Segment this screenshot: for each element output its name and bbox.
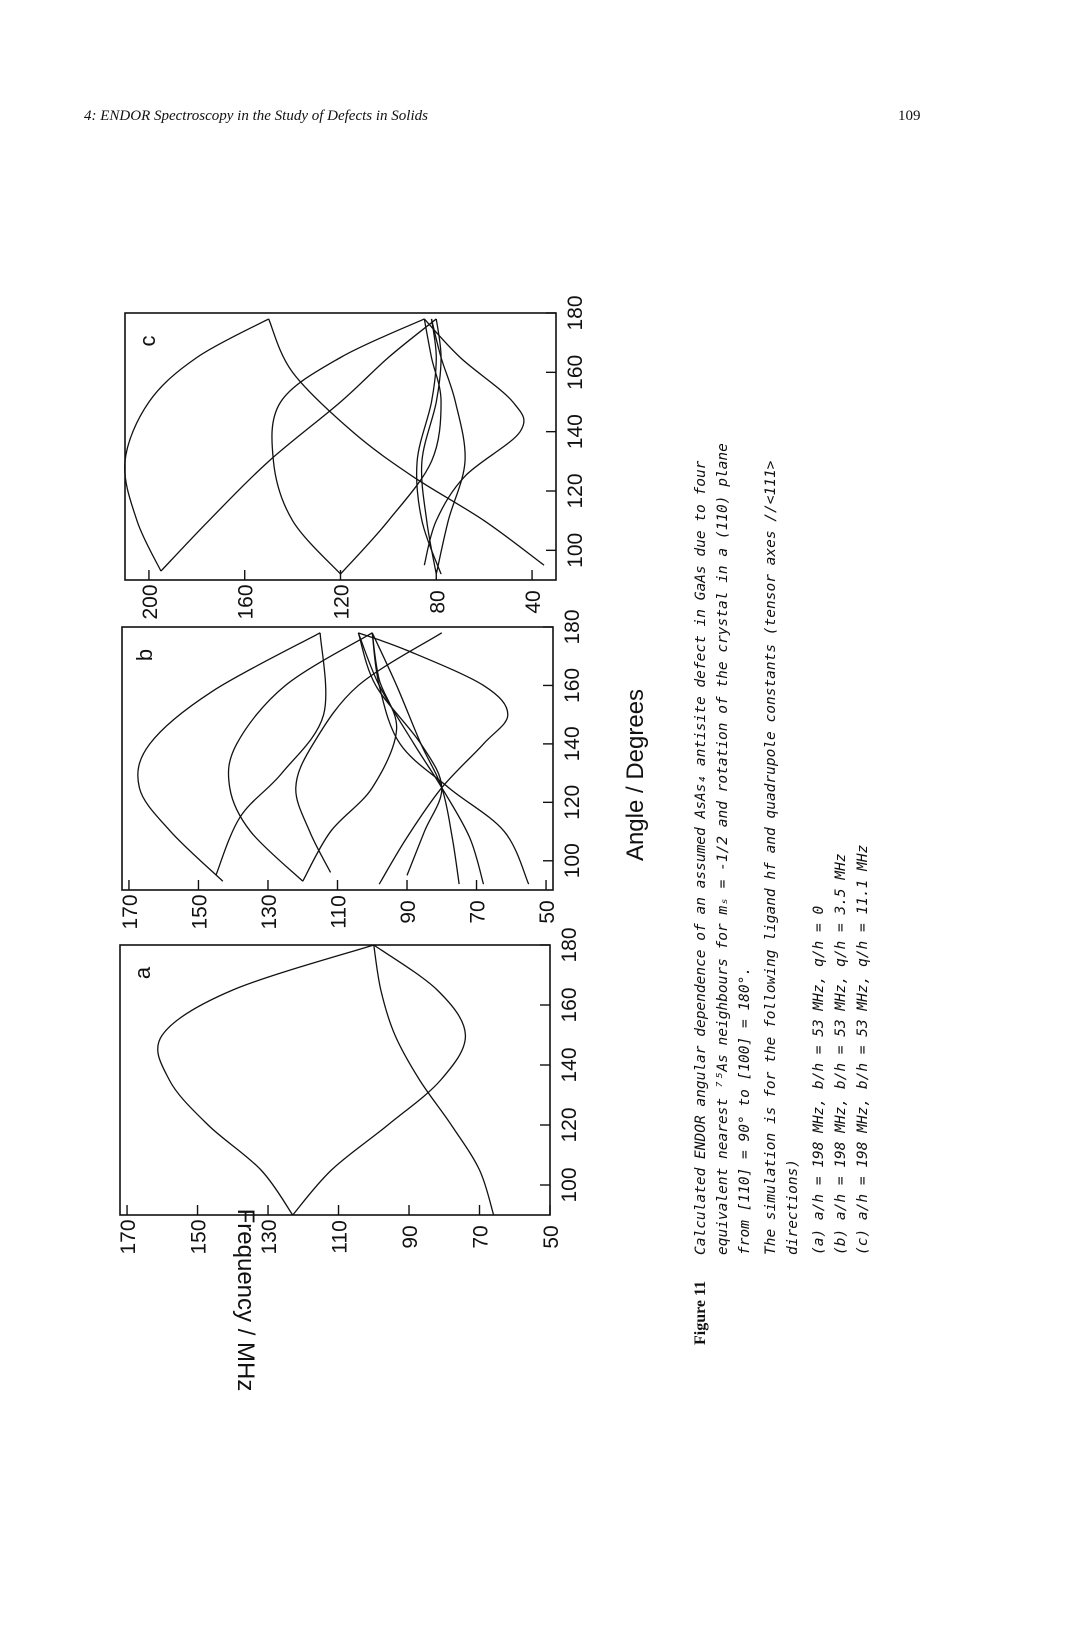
y-tick-label: 70 bbox=[469, 1225, 493, 1249]
plot-frame bbox=[122, 627, 553, 890]
y-tick-label: 90 bbox=[397, 900, 421, 924]
y-tick-label: 130 bbox=[257, 894, 281, 930]
panel-label: c bbox=[135, 335, 160, 347]
y-tick-label: 170 bbox=[117, 1219, 141, 1255]
data-curve bbox=[158, 945, 374, 1215]
caption-line: equivalent nearest ⁷⁵As neighbours for mₛ = -1/2 and rotation of the crystal in a (110) plane bbox=[715, 443, 731, 1255]
data-curve bbox=[372, 633, 528, 884]
y-tick-label: 110 bbox=[327, 895, 351, 929]
x-tick-label: 140 bbox=[558, 1047, 581, 1083]
y-tick-label: 40 bbox=[522, 590, 546, 614]
caption-line: (c) a/h = 198 MHz, b/h = 53 MHz, q/h = 11.1 MHz bbox=[855, 844, 871, 1255]
y-tick-label: 150 bbox=[188, 894, 212, 930]
data-curve bbox=[358, 633, 507, 884]
caption-line: (b) a/h = 198 MHz, b/h = 53 MHz, q/h = 3.5 MHz bbox=[833, 853, 849, 1255]
data-curve bbox=[303, 633, 397, 881]
y-tick-label: 130 bbox=[258, 1219, 282, 1255]
data-curve bbox=[358, 633, 441, 876]
caption-line: from [110] = 90° to [100] = 180°. bbox=[737, 966, 753, 1255]
chart-panel-c bbox=[125, 295, 587, 619]
data-curve bbox=[272, 319, 424, 574]
y-tick-label: 120 bbox=[330, 584, 354, 620]
caption-line: directions) bbox=[785, 1158, 801, 1255]
data-curve bbox=[161, 319, 436, 571]
y-tick-label: 110 bbox=[328, 1220, 352, 1254]
caption-line: (a) a/h = 198 MHz, b/h = 53 MHz, q/h = 0 bbox=[811, 905, 827, 1255]
caption-label: Figure 11 bbox=[692, 1280, 709, 1345]
data-curve bbox=[293, 945, 466, 1215]
caption-line: The simulation is for the following ligand hf and quadrupole constants (tensor axes //<111> bbox=[763, 460, 779, 1255]
y-tick-label: 50 bbox=[536, 900, 560, 924]
panel-label: b bbox=[132, 648, 157, 662]
x-tick-label: 180 bbox=[558, 927, 581, 963]
x-tick-label: 120 bbox=[558, 1107, 581, 1143]
x-tick-label: 160 bbox=[561, 667, 584, 703]
x-tick-label: 160 bbox=[564, 354, 587, 390]
y-axis-label: Frequency / MHz bbox=[232, 1208, 259, 1392]
y-tick-label: 170 bbox=[118, 894, 142, 930]
data-curve bbox=[138, 633, 320, 881]
plot-frame bbox=[120, 945, 550, 1215]
figure-caption bbox=[692, 443, 871, 1345]
y-tick-label: 50 bbox=[540, 1225, 563, 1249]
x-tick-label: 140 bbox=[564, 414, 587, 450]
x-tick-label: 120 bbox=[564, 473, 587, 509]
y-tick-label: 150 bbox=[187, 1219, 211, 1255]
running-head: 4: ENDOR Spectroscopy in the Study of Defects in Solids bbox=[84, 108, 428, 124]
x-tick-label: 100 bbox=[561, 843, 584, 879]
data-curve bbox=[374, 945, 494, 1215]
y-tick-label: 200 bbox=[138, 584, 162, 620]
x-tick-label: 140 bbox=[561, 726, 584, 762]
x-tick-label: 100 bbox=[558, 1167, 581, 1203]
caption-line: Calculated ENDOR angular dependence of an assumed AsAs₄ antisite defect in GaAs due to four bbox=[693, 460, 709, 1255]
x-axis-label: Angle / Degrees bbox=[622, 688, 649, 862]
data-curve bbox=[424, 319, 524, 565]
x-tick-label: 180 bbox=[564, 295, 587, 331]
x-tick-label: 100 bbox=[564, 532, 587, 568]
data-curve bbox=[372, 633, 459, 884]
panel-label: a bbox=[130, 966, 155, 980]
y-tick-label: 80 bbox=[426, 590, 450, 614]
chart-panel-b bbox=[119, 609, 584, 929]
y-tick-label: 160 bbox=[234, 584, 258, 620]
data-curve bbox=[269, 319, 544, 565]
chart-panel-a bbox=[117, 927, 581, 1254]
page-number: 109 bbox=[898, 108, 921, 124]
y-tick-label: 90 bbox=[399, 1225, 423, 1249]
x-tick-label: 120 bbox=[561, 784, 584, 820]
x-tick-label: 180 bbox=[561, 609, 584, 645]
chart-panels bbox=[117, 295, 587, 1254]
y-tick-label: 70 bbox=[466, 900, 490, 924]
x-tick-label: 160 bbox=[558, 987, 581, 1023]
